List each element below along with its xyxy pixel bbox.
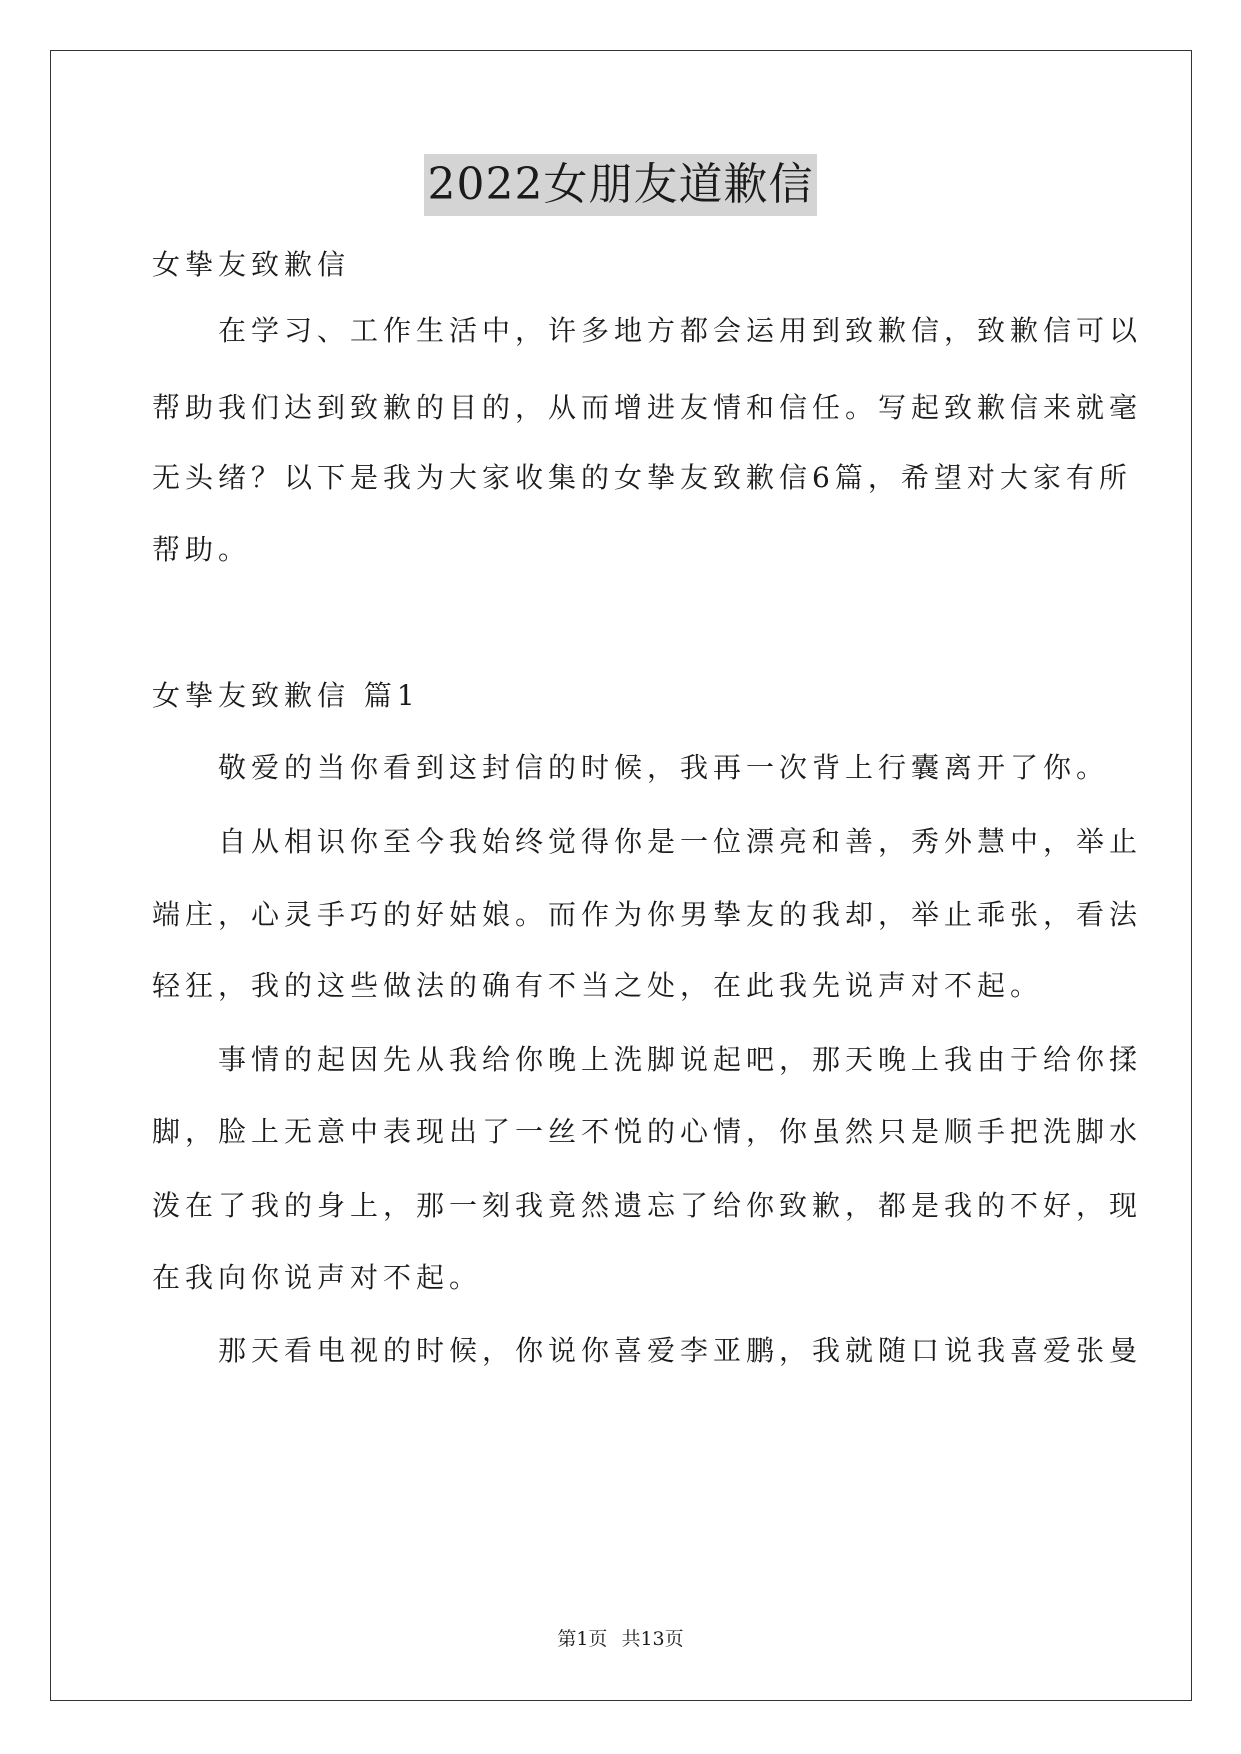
- section-heading: 女挚友致歉信 篇1: [152, 679, 420, 712]
- page-border: [50, 50, 1192, 1701]
- text-line: 那天看电视的时候，你说你喜爱李亚鹏，我就随口说我喜爱张曼: [152, 1334, 1143, 1367]
- title-wrap: [0, 154, 1241, 216]
- text-line: 事情的起因先从我给你晚上洗脚说起吧，那天晚上我由于给你揉: [152, 1043, 1143, 1076]
- page-total: 共13页: [621, 1628, 684, 1650]
- text-line: 帮助我们达到致歉的目的，从而增进友情和信任。写起致歉信来就毫: [152, 391, 1143, 424]
- document-title: 2022女朋友道歉信: [424, 154, 818, 216]
- page-number: 第1页: [557, 1628, 608, 1650]
- text-line: 在我向你说声对不起。: [152, 1261, 483, 1294]
- text-line: 在学习、工作生活中，许多地方都会运用到致歉信，致歉信可以: [152, 314, 1143, 347]
- text-line: 轻狂，我的这些做法的确有不当之处，在此我先说声对不起。: [152, 969, 1044, 1002]
- text-line: 帮助。: [152, 533, 252, 566]
- subtitle-line: 女挚友致歉信: [152, 248, 351, 281]
- page-footer: [0, 1626, 1241, 1652]
- text-line: 敬爱的当你看到这封信的时候，我再一次背上行囊离开了你。: [152, 751, 1110, 784]
- text-line: 无头绪？以下是我为大家收集的女挚友致歉信6篇，希望对大家有所: [152, 461, 1132, 494]
- text-line: 端庄，心灵手巧的好姑娘。而作为你男挚友的我却，举止乖张，看法: [152, 898, 1143, 931]
- text-line: 泼在了我的身上，那一刻我竟然遗忘了给你致歉，都是我的不好，现: [152, 1189, 1143, 1222]
- text-line: 自从相识你至今我始终觉得你是一位漂亮和善，秀外慧中，举止: [152, 825, 1143, 858]
- text-line: 脚，脸上无意中表现出了一丝不悦的心情，你虽然只是顺手把洗脚水: [152, 1115, 1143, 1148]
